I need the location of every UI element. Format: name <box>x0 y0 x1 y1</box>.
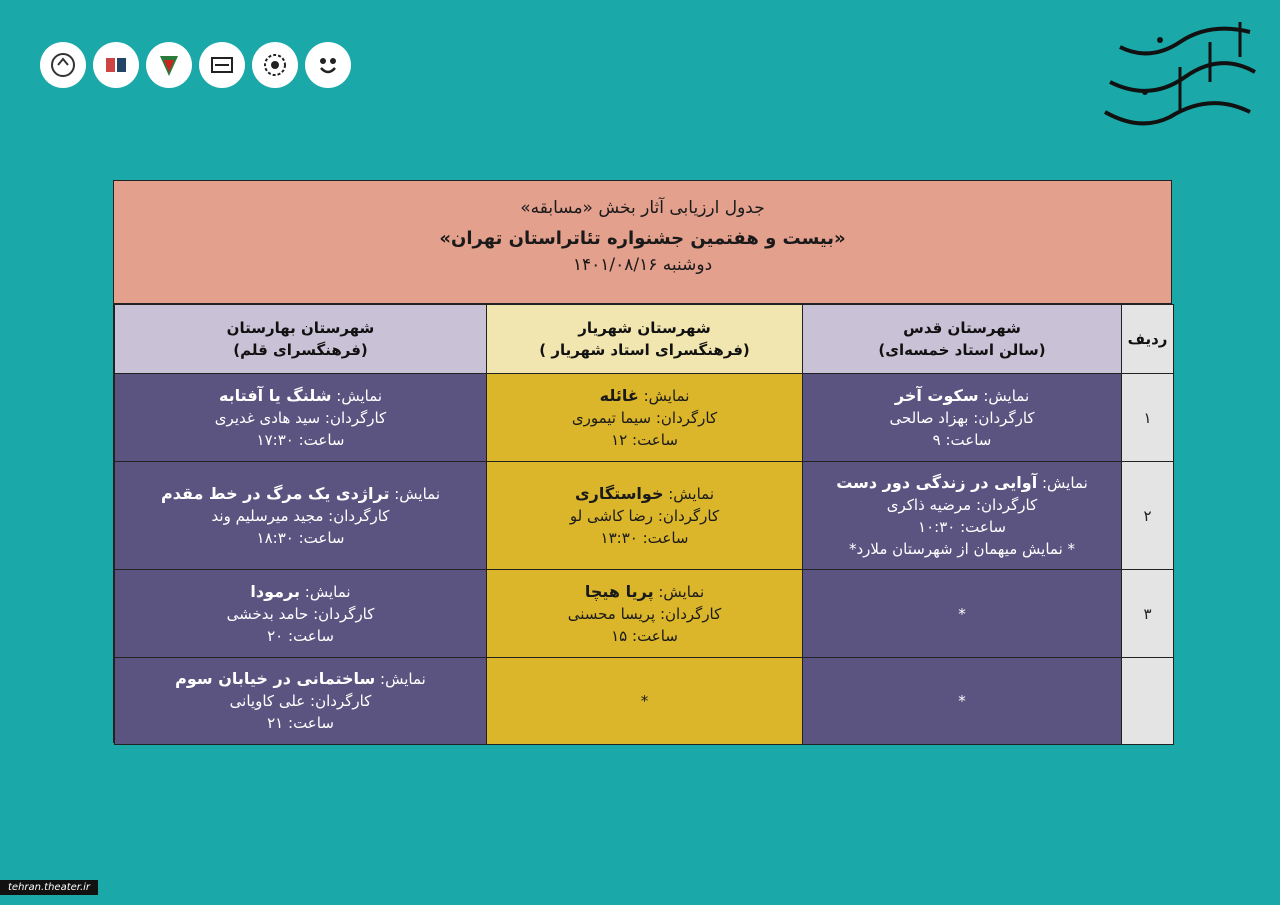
cell-baharestan <box>115 570 487 658</box>
show-time: ۱۵ <box>611 626 628 645</box>
time-label: ساعت: <box>945 430 992 449</box>
schedule-table <box>113 180 1172 743</box>
show-label: نمایش: <box>394 484 441 503</box>
director-name: مجید میرسلیم وند <box>211 506 324 525</box>
director-name: مرضیه ذاکری <box>886 495 972 514</box>
sponsor-logos <box>40 42 351 88</box>
book-icon <box>93 42 139 88</box>
schedule-grid <box>114 304 1174 745</box>
show-title: شلنگ یا آفتابه <box>218 385 332 405</box>
col-header-shahriar <box>487 305 803 374</box>
cell-baharestan <box>115 374 487 462</box>
show-label: نمایش: <box>983 386 1030 405</box>
table-header <box>114 181 1171 304</box>
show-label: نمایش: <box>336 386 383 405</box>
director-label: کارگردان: <box>975 495 1038 514</box>
smile-icon <box>305 42 351 88</box>
row-number: ۱ <box>1122 374 1174 462</box>
header-line-1: جدول ارزیابی آثار بخش «مسابقه» <box>520 198 765 218</box>
table-row <box>115 374 1174 462</box>
show-label: نمایش: <box>304 582 351 601</box>
col-title-qods: شهرستان قدس <box>903 319 1021 337</box>
show-label: نمایش: <box>1042 473 1088 492</box>
show-time: ۲۱ <box>267 714 284 732</box>
director-name: علی کاویانی <box>229 692 306 710</box>
show-label: نمایش: <box>643 386 690 405</box>
header-festival-title: «بیست و هفتمین جشنواره تئاتراستان تهران» <box>439 228 846 249</box>
row-number <box>1122 658 1174 745</box>
col-header-num: ردیف <box>1122 305 1174 374</box>
col-sub-qods: (سالن استاد خمسه‌ای) <box>878 341 1046 359</box>
footer-site-badge: tehran.theater.ir <box>0 880 98 895</box>
cell-shahriar <box>487 570 803 658</box>
show-time: ۲۰ <box>267 626 284 645</box>
director-label: کارگردان: <box>659 604 722 623</box>
director-name: سید هادی غدیری <box>214 408 321 427</box>
rosette-icon <box>252 42 298 88</box>
table-row <box>115 658 1174 745</box>
show-label: نمایش: <box>668 484 715 503</box>
col-sub-shahriar: (فرهنگسرای استاد شهریار ) <box>539 341 750 359</box>
cell-qods-empty: * <box>803 570 1122 658</box>
show-time: ۱۰:۳۰ <box>918 517 956 536</box>
director-name: سیما تیموری <box>571 408 652 427</box>
guest-note: * نمایش میهمان از شهرستان ملارد* <box>848 539 1076 558</box>
time-label: ساعت: <box>632 626 678 645</box>
col-header-baharestan <box>115 305 487 374</box>
table-row <box>115 462 1174 570</box>
director-name: پریسا محسنی <box>567 604 656 623</box>
director-name: حامد بدخشی <box>226 604 309 623</box>
time-label: ساعت: <box>288 626 334 645</box>
time-label: ساعت: <box>298 528 345 547</box>
show-time: ۱۸:۳۰ <box>256 528 294 547</box>
director-name: بهزاد صالحی <box>889 408 969 427</box>
cell-qods <box>803 462 1122 570</box>
show-label: نمایش: <box>380 670 426 688</box>
show-time: ۱۳:۳۰ <box>600 528 638 547</box>
row-number: ۳ <box>1122 570 1174 658</box>
director-label: کارگردان: <box>657 506 720 525</box>
header-date: دوشنبه ۱۴۰۱/۰۸/۱۶ <box>572 255 713 275</box>
festival-logo <box>1090 12 1260 137</box>
flag-icon <box>146 42 192 88</box>
show-title: برمودا <box>250 581 301 601</box>
table-row <box>115 570 1174 658</box>
director-label: کارگردان: <box>973 408 1035 427</box>
col-title-baharestan: شهرستان بهارستان <box>226 319 375 337</box>
director-label: کارگردان: <box>328 506 390 525</box>
show-title: آوایی در زندگی دور دست <box>836 472 1038 492</box>
row-number: ۲ <box>1122 462 1174 570</box>
director-name: رضا کاشی لو <box>569 506 654 525</box>
show-title: ساختمانی در خیابان سوم <box>175 669 376 688</box>
col-header-qods <box>803 305 1122 374</box>
time-label: ساعت: <box>642 528 689 547</box>
time-label: ساعت: <box>298 430 345 449</box>
cell-shahriar-empty: * <box>487 658 803 745</box>
cell-shahriar <box>487 374 803 462</box>
time-label: ساعت: <box>960 517 1006 536</box>
time-label: ساعت: <box>288 714 334 732</box>
calligraphy-icon <box>199 42 245 88</box>
cell-baharestan <box>115 462 487 570</box>
show-time: ۱۲ <box>611 430 628 449</box>
show-time: ۹ <box>932 430 941 449</box>
show-title: سکوت آخر <box>894 385 979 405</box>
column-header-row <box>115 305 1174 374</box>
col-sub-baharestan: (فرهنگسرای قلم) <box>233 341 368 359</box>
director-label: کارگردان: <box>324 408 387 427</box>
director-label: کارگردان: <box>313 604 375 623</box>
director-label: کارگردان: <box>310 692 372 710</box>
col-title-shahriar: شهرستان شهریار <box>578 319 711 337</box>
cell-qods-empty: * <box>803 658 1122 745</box>
cell-qods <box>803 374 1122 462</box>
emblem-icon <box>40 42 86 88</box>
show-title: غائله <box>599 385 639 405</box>
cell-shahriar <box>487 462 803 570</box>
show-label: نمایش: <box>658 582 705 601</box>
show-title: پریا هیچا <box>584 581 654 601</box>
show-time: ۱۷:۳۰ <box>256 430 294 449</box>
show-title: تراژدی یک مرگ در خط مقدم <box>160 483 390 503</box>
cell-baharestan <box>115 658 487 745</box>
time-label: ساعت: <box>632 430 678 449</box>
director-label: کارگردان: <box>655 408 718 427</box>
show-title: خواستگاری <box>574 483 664 503</box>
